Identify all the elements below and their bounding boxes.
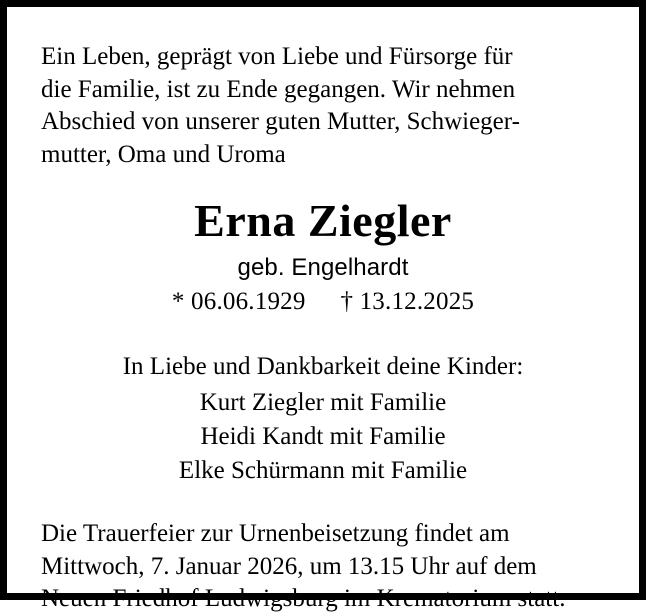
maiden-name: geb. Engelhardt (237, 254, 409, 282)
ceremony-line: Neuen Friedhof Ludwigsburg im Krematorium statt. (41, 585, 566, 613)
deceased-name-block (41, 197, 605, 316)
ceremony-line: Mittwoch, 7. Januar 2026, um 13.15 Uhr auf dem (41, 552, 537, 580)
ceremony-details (41, 518, 605, 616)
intro-line: die Familie, ist zu Ende gegangen. Wir nehmen (41, 75, 516, 103)
ceremony-line: Die Trauerfeier zur Urnenbeisetzung findet am (41, 520, 510, 548)
family-lead-text: In Liebe und Dankbarkeit deine Kinder: (122, 353, 524, 381)
family-block (41, 350, 605, 488)
intro-line: Abschied von unserer guten Mutter, Schwieger- (41, 108, 520, 135)
intro-line: mutter, Oma und Uroma (41, 140, 286, 168)
family-member: Kurt Ziegler mit Familie (199, 389, 447, 417)
deceased-name: Erna Ziegler (194, 195, 452, 246)
death-date: † 13.12.2025 (340, 288, 475, 316)
intro-text (41, 41, 605, 171)
birth-date: * 06.06.1929 (171, 288, 306, 316)
intro-line: Ein Leben, geprägt von Liebe und Fürsorge für (41, 43, 513, 70)
family-member: Heidi Kandt mit Familie (200, 423, 446, 451)
life-dates (41, 288, 605, 316)
family-member: Elke Schürmann mit Familie (178, 457, 468, 485)
